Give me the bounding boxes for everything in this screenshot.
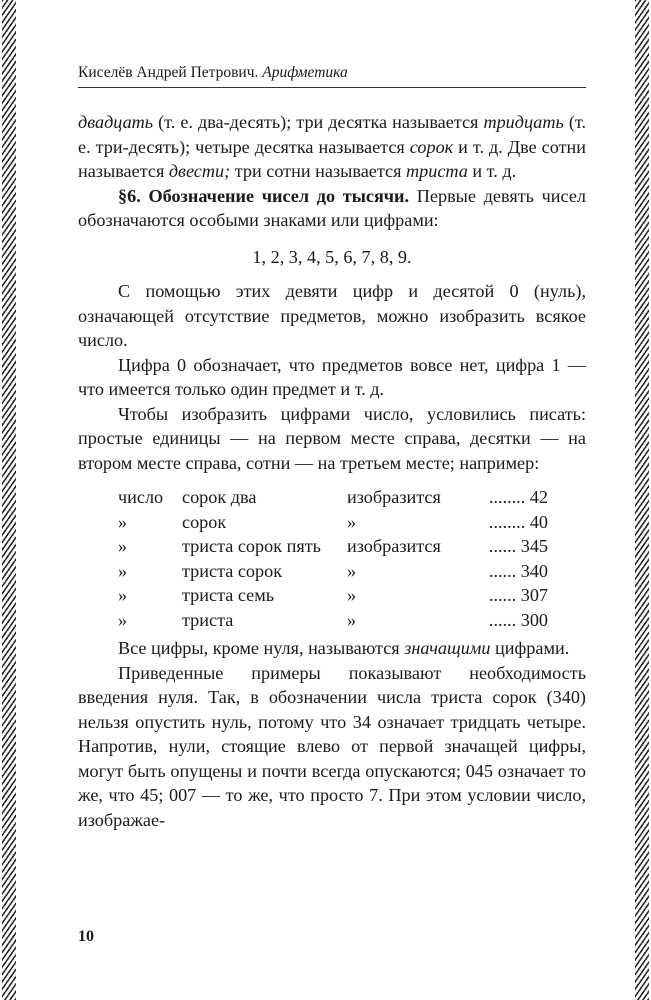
example-words: сорок (182, 511, 227, 532)
example-prefix: число (118, 487, 164, 507)
left-decorative-border (2, 0, 16, 1000)
running-header (78, 64, 586, 82)
term-dvesti: двести; (168, 161, 231, 181)
paragraph-positions: Чтобы изобразить цифрами число, условились писать: простые единицы — на первом месте справа, десятки — на втором месте справа, сотни — на третьем месте; например: (78, 403, 586, 473)
example-verb: изобразится (347, 487, 441, 507)
text-segment: (т. е. три-десять); четыре десятка называется (78, 112, 586, 157)
text-segment: Все цифры, кроме нуля, называются (118, 638, 405, 658)
example-prefix: » (118, 560, 128, 581)
example-verb: » (347, 560, 357, 581)
example-prefix: » (118, 609, 128, 630)
text-segment: три сотни называется (230, 161, 406, 181)
right-decorative-border (635, 0, 649, 1000)
example-number: ...... 307 (488, 585, 548, 605)
header-book-title: Арифметика (262, 64, 348, 81)
examples-table (118, 485, 548, 632)
digits-line: 1, 2, 3, 4, 5, 6, 7, 8, 9. (252, 246, 412, 267)
text-segment: (т. е. два-десять); три десятка называется (153, 112, 484, 132)
paragraph-significant-digits (78, 636, 586, 661)
example-verb: » (347, 609, 357, 630)
example-prefix: » (118, 511, 128, 532)
example-verb: » (347, 511, 357, 532)
text-segment: и т. д. (467, 161, 517, 181)
example-words: триста сорок пять (182, 536, 321, 556)
table-row (118, 534, 548, 559)
example-verb: » (347, 585, 357, 605)
paragraph-zero-meaning: Цифра 0 обозначает, что предметов вовсе нет, цифра 1 — что имеется только один предмет и т. д. (78, 354, 586, 399)
section-6-paragraph (78, 184, 586, 233)
header-author: Киселёв Андрей Петрович. (78, 64, 259, 81)
example-number: ........ 40 (488, 511, 548, 532)
example-words: триста (182, 609, 234, 630)
example-prefix: » (118, 585, 128, 605)
table-row (118, 510, 548, 535)
term-dvadtsat: двадцать (78, 112, 154, 132)
paragraph-zero: С помощью этих девяти цифр и десятой 0 (нуль), означающей отсутствие предметов, можно изобразить всякое число. (78, 281, 586, 350)
example-number: ........ 42 (488, 487, 548, 507)
term-trista: триста (406, 161, 468, 181)
term-tridtsat: тридцать (483, 112, 564, 132)
table-row (118, 559, 548, 584)
term-znachashchimi: значащими (404, 638, 491, 658)
paragraph-tens-names (78, 110, 586, 184)
page-number: 10 (78, 928, 94, 945)
section-6-heading: §6. Обозначение чисел до тысячи. (118, 185, 410, 206)
table-row (118, 583, 548, 608)
page-body (78, 110, 586, 832)
term-sorok: сорок (409, 136, 454, 157)
example-verb: изобразится (347, 536, 441, 556)
example-words: триста сорок (182, 560, 283, 581)
section-6-text: Первые девять чисел обозначаются особыми знаками или цифрами: (78, 185, 586, 230)
header-rule (78, 87, 586, 88)
example-words: сорок два (182, 487, 257, 507)
example-words: триста семь (182, 585, 275, 605)
example-number: ...... 345 (488, 536, 548, 556)
text-segment: и т. д. Две сотни называется (78, 136, 586, 181)
text-segment: цифрами. (490, 638, 570, 658)
table-row (118, 608, 548, 633)
example-prefix: » (118, 536, 128, 556)
example-number: ...... 340 (488, 560, 548, 581)
table-row (118, 485, 548, 510)
paragraph-zero-necessity: Приведенные примеры показывают необходимость введения нуля. Так, в обозначении числа триста сорок (340) нельзя опустить нуль, потому что 34 означает тридцать четыре. Напротив, нули, стоящие влево от первой значащей цифры, могут быть опущены и почти всегда опускаются; 045 означает то же, что 45; 007 — то же, что просто 7. При этом условии число, изображае- (78, 662, 586, 830)
example-number: ...... 300 (488, 609, 548, 630)
